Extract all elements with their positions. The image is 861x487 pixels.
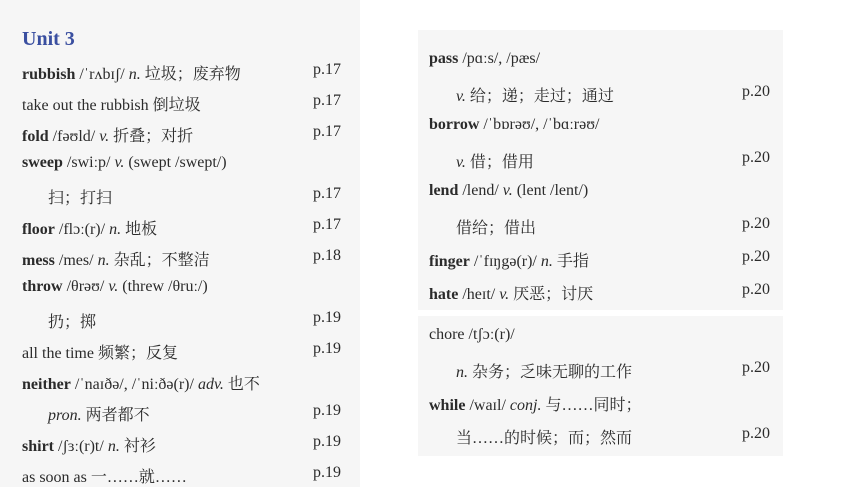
phonetic: /ʃɜː(r)t/ (54, 438, 108, 455)
page-ref: p.19 (313, 402, 341, 419)
definition: 借；借用 (465, 154, 534, 171)
part-of-speech: conj. (509, 397, 542, 414)
page-ref: p.19 (313, 309, 341, 326)
phonetic: /pɑːs/, /pæs/ (458, 50, 541, 67)
headword: throw (22, 278, 63, 295)
vocab-entry (22, 123, 193, 146)
definition: 衬衫 (119, 438, 156, 455)
headword: rubbish (22, 66, 76, 83)
part-of-speech: v. (502, 182, 513, 199)
definition: 也不 (223, 376, 260, 393)
vocab-entry (22, 247, 210, 270)
phonetic: /lend/ (458, 182, 503, 199)
part-of-speech: v. (456, 88, 466, 105)
headword: fold (22, 128, 49, 145)
phonetic: /ˈnaɪðə/, /ˈniːðə(r)/ (70, 376, 198, 393)
phonetic: /fəʊld/ (48, 128, 100, 145)
definition: 与……同时； (541, 397, 642, 414)
headword: floor (22, 221, 55, 238)
vocab-entry (429, 281, 593, 304)
page-ref: p.20 (742, 83, 770, 100)
page-ref: p.20 (742, 215, 770, 232)
page-ref: p.19 (313, 433, 341, 450)
phonetic: /θrəʊ/ (62, 278, 109, 295)
page-ref: p.20 (742, 149, 770, 166)
headword: neither (22, 376, 71, 393)
definition: (lent /lent/) (512, 182, 589, 199)
page-ref: p.19 (313, 340, 341, 357)
phonetic: /swiːp/ (62, 154, 115, 171)
vocab-entry (429, 248, 589, 271)
phonetic: 扫；打扫 (48, 190, 113, 207)
part-of-speech: n. (107, 438, 120, 455)
phonetic: chore /tʃɔː(r)/ (429, 326, 515, 343)
phonetic: as soon as 一……就…… (22, 469, 187, 486)
definition: (threw /θruː/) (118, 278, 208, 295)
definition: 杂乱；不整洁 (109, 252, 210, 269)
definition: 手指 (552, 253, 589, 270)
phonetic: 扔；掷 (48, 314, 97, 331)
vocab-entry (456, 359, 632, 382)
definition: 杂务；乏味无聊的工作 (468, 364, 633, 381)
vocab-entry (48, 185, 112, 208)
page-ref: p.19 (313, 464, 341, 481)
phonetic: take out the rubbish 倒垃圾 (22, 97, 201, 114)
vocab-entry (22, 371, 260, 394)
definition: 两者都不 (81, 407, 150, 424)
vocab-entry (429, 326, 515, 344)
headword: mess (22, 252, 55, 269)
unit-title: Unit 3 (22, 28, 75, 50)
phonetic: /ˈrʌbɪʃ/ (75, 66, 129, 83)
part-of-speech: v. (456, 154, 466, 171)
vocab-entry (22, 340, 178, 363)
page-ref: p.20 (742, 248, 770, 265)
part-of-speech: v. (99, 128, 110, 145)
page-ref: p.17 (313, 123, 341, 140)
part-of-speech: pron. (48, 407, 82, 424)
vocab-entry (456, 149, 534, 172)
phonetic: /ˈfɪŋgə(r)/ (469, 253, 541, 270)
phonetic: /heɪt/ (458, 286, 500, 303)
part-of-speech: adv. (197, 376, 224, 393)
vocab-entry (429, 116, 599, 134)
part-of-speech: v. (108, 278, 119, 295)
vocab-entry (429, 392, 641, 415)
vocab-entry (456, 83, 614, 106)
page-ref: p.17 (313, 61, 341, 78)
part-of-speech: n. (97, 252, 110, 269)
definition: 垃圾；废弃物 (140, 66, 241, 83)
phonetic: /ˈbɒrəʊ/, /ˈbɑːrəʊ/ (479, 116, 600, 133)
page-ref: p.20 (742, 281, 770, 298)
vocab-entry (22, 216, 157, 239)
definition: (swept /swept/) (124, 154, 227, 171)
page-ref: p.17 (313, 92, 341, 109)
vocab-entry (22, 464, 187, 487)
phonetic: 当……的时候；而；然而 (456, 430, 633, 447)
headword: sweep (22, 154, 63, 171)
headword: pass (429, 50, 459, 67)
page-ref: p.20 (742, 359, 770, 376)
headword: borrow (429, 116, 480, 133)
headword: while (429, 397, 466, 414)
vocab-entry (22, 278, 208, 296)
vocab-entry (22, 433, 156, 456)
phonetic: /waɪl/ (465, 397, 510, 414)
part-of-speech: n. (540, 253, 553, 270)
vocab-entry (22, 154, 227, 172)
definition: 折叠；对折 (109, 128, 194, 145)
part-of-speech: n. (128, 66, 141, 83)
vocab-entry (429, 182, 588, 200)
vocab-entry (48, 309, 96, 332)
definition: 地板 (121, 221, 158, 238)
phonetic: /mes/ (54, 252, 98, 269)
vocab-entry (456, 425, 632, 448)
vocab-entry (48, 402, 150, 425)
headword: lend (429, 182, 459, 199)
phonetic: 借给；借出 (456, 220, 537, 237)
phonetic: /flɔː(r)/ (54, 221, 110, 238)
headword: finger (429, 253, 470, 270)
vocab-entry (429, 50, 540, 68)
page-ref: p.17 (313, 185, 341, 202)
vocab-entry (22, 61, 241, 84)
vocab-entry (456, 215, 536, 238)
phonetic: all the time 频繁；反复 (22, 345, 178, 362)
page-ref: p.20 (742, 425, 770, 442)
headword: hate (429, 286, 459, 303)
page-ref: p.17 (313, 216, 341, 233)
page-ref: p.18 (313, 247, 341, 264)
part-of-speech: n. (456, 364, 468, 381)
definition: 给；递；走过；通过 (465, 88, 614, 105)
definition: 厌恶；讨厌 (509, 286, 594, 303)
part-of-speech: n. (109, 221, 122, 238)
part-of-speech: v. (114, 154, 125, 171)
part-of-speech: v. (499, 286, 510, 303)
vocab-entry (22, 92, 201, 115)
headword: shirt (22, 438, 54, 455)
